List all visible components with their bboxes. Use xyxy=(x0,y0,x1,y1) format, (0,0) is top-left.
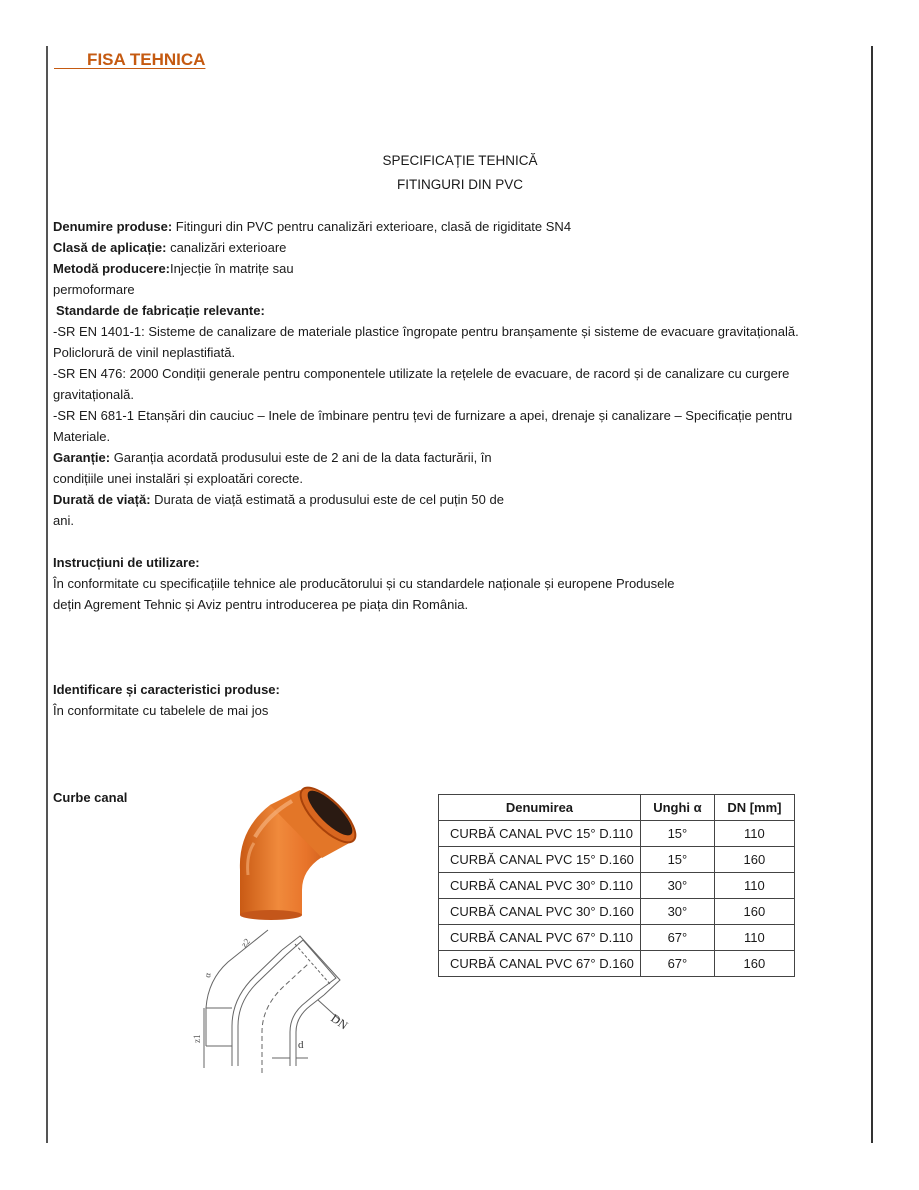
instructions-label: Instrucțiuni de utilizare: xyxy=(53,555,200,570)
instructions-line1: În conformitate cu specificațiile tehnice ale producătorului și cu standardele naționale și europene Produsele xyxy=(53,576,675,591)
table-row xyxy=(439,899,795,925)
cell-denumirea: CURBĂ CANAL PVC 30° D.160 xyxy=(439,899,641,925)
field-value: Durata de viață estimată a produsului este de cel puțin 50 de xyxy=(150,492,504,507)
cell-denumirea: CURBĂ CANAL PVC 67° D.160 xyxy=(439,951,641,977)
identification-label: Identificare și caracteristici produse: xyxy=(53,682,280,697)
elbow-technical-drawing xyxy=(190,928,365,1073)
cell-dn: 110 xyxy=(714,821,794,847)
section-label-curbe-canal: Curbe canal xyxy=(53,790,128,805)
cell-dn: 110 xyxy=(714,873,794,899)
svg-text:d: d xyxy=(298,1039,304,1051)
field-metoda-cont: permoformare xyxy=(53,282,135,297)
field-durata-cont: ani. xyxy=(53,513,74,528)
cell-denumirea: CURBĂ CANAL PVC 15° D.160 xyxy=(439,847,641,873)
field-denumire xyxy=(53,218,571,236)
standard-3-line1: -SR EN 681-1 Etanșări din cauciuc – Inele de îmbinare pentru țevi de furnizare a apei, drenaje și canalizare – Specificație pentru xyxy=(53,408,793,423)
standards-heading xyxy=(56,302,265,320)
identification-text: În conformitate cu tabelele de mai jos xyxy=(53,703,269,718)
standard-2-line2: gravitațională. xyxy=(53,387,134,402)
instructions-heading xyxy=(53,554,200,572)
cell-unghi: 67° xyxy=(640,951,714,977)
curbe-canal-table xyxy=(438,794,795,977)
spec-title: SPECIFICAȚIE TEHNICĂ xyxy=(382,153,538,168)
field-label: Clasă de aplicație: xyxy=(53,240,167,255)
cell-unghi: 30° xyxy=(640,899,714,925)
page-border-left xyxy=(46,46,48,1143)
cell-dn: 160 xyxy=(714,899,794,925)
field-metoda xyxy=(53,260,294,278)
cell-unghi: 67° xyxy=(640,925,714,951)
field-label: Denumire produse: xyxy=(53,219,173,234)
instructions-line2: dețin Agrement Tehnic și Aviz pentru introducerea pe piața din România. xyxy=(53,597,469,612)
standard-3-line2: Materiale. xyxy=(53,429,111,444)
field-durata xyxy=(53,491,504,509)
cell-unghi: 30° xyxy=(640,873,714,899)
cell-dn: 160 xyxy=(714,847,794,873)
svg-text:DN: DN xyxy=(328,1010,351,1033)
cell-dn: 160 xyxy=(714,951,794,977)
table-row xyxy=(439,951,795,977)
cell-denumirea: CURBĂ CANAL PVC 30° D.110 xyxy=(439,873,641,899)
column-header-dn: DN [mm] xyxy=(714,795,794,821)
cell-unghi: 15° xyxy=(640,821,714,847)
page-border-right xyxy=(871,46,873,1143)
field-label: Metodă producere: xyxy=(53,261,171,276)
table-row xyxy=(439,847,795,873)
cell-dn: 110 xyxy=(714,925,794,951)
cell-denumirea: CURBĂ CANAL PVC 15° D.110 xyxy=(439,821,641,847)
column-header-unghi: Unghi α xyxy=(640,795,714,821)
field-value: Garanția acordată produsului este de 2 ani de la data facturării, în xyxy=(110,450,492,465)
identification-heading xyxy=(53,681,280,699)
cell-unghi: 15° xyxy=(640,847,714,873)
table-row xyxy=(439,873,795,899)
document-title: FISA TEHNICA xyxy=(54,50,206,69)
field-label: Durată de viață: xyxy=(53,492,151,507)
svg-text:α: α xyxy=(202,971,213,979)
pvc-elbow-photo xyxy=(210,775,360,920)
standard-1-line2: Policlorură de vinil neplastifiată. xyxy=(53,345,236,360)
field-label: Garanție: xyxy=(53,450,111,465)
svg-text:z1: z1 xyxy=(192,1034,202,1043)
table-header-row xyxy=(439,795,795,821)
field-garantie xyxy=(53,449,492,467)
table-row xyxy=(439,821,795,847)
cell-denumirea: CURBĂ CANAL PVC 67° D.110 xyxy=(439,925,641,951)
field-garantie-cont: condițiile unei instalări și exploatări corecte. xyxy=(53,471,304,486)
spec-subtitle: FITINGURI DIN PVC xyxy=(396,177,523,192)
svg-text:z2: z2 xyxy=(238,936,252,950)
standard-2-line1: -SR EN 476: 2000 Condiții generale pentru componentele utilizate la rețelele de evacuare, de racord și de canalizare cu curgere xyxy=(53,366,790,381)
field-value: Fitinguri din PVC pentru canalizări exterioare, clasă de rigiditate SN4 xyxy=(172,219,572,234)
field-value: Injecție în matrițe sau xyxy=(170,261,294,276)
standards-label: Standarde de fabricație relevante: xyxy=(56,303,265,318)
column-header-denumirea: Denumirea xyxy=(439,795,641,821)
field-clasa xyxy=(53,239,286,257)
standard-1-line1: -SR EN 1401-1: Sisteme de canalizare de materiale plastice îngropate pentru branșamente și sisteme de evacuare gravitațională. xyxy=(53,324,799,339)
field-value: canalizări exterioare xyxy=(166,240,287,255)
table-row xyxy=(439,925,795,951)
